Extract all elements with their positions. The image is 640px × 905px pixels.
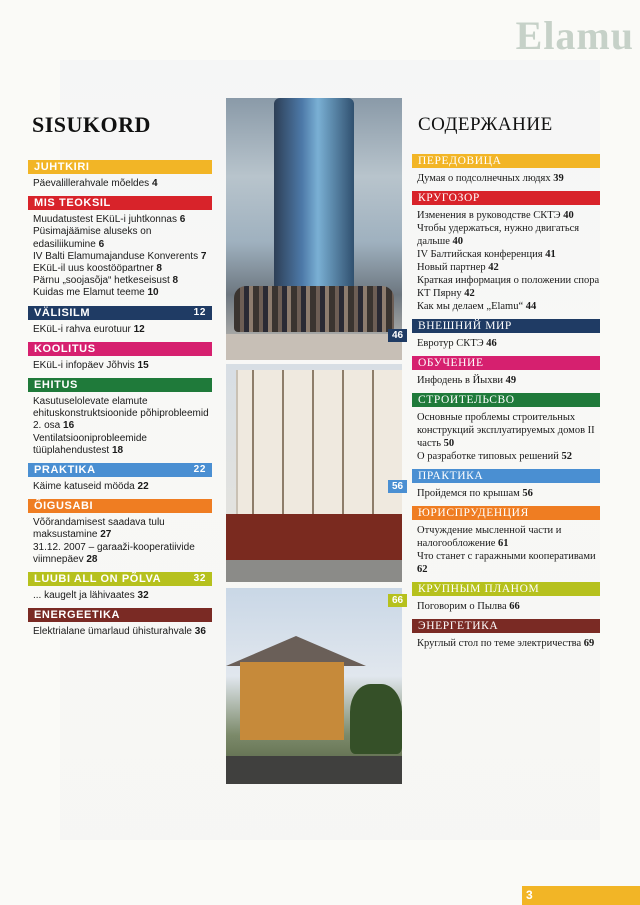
toc-entry-title: Käime katuseid mööda [33,481,135,493]
house-wall [240,662,344,740]
section-heading-text: EHITUS [34,379,78,392]
toc-entry-page: 56 [522,488,533,499]
toc-entry-title: Круглый стол по теме электричества [417,638,582,649]
toc-entry[interactable] [33,433,212,457]
section-heading [412,356,600,370]
toc-entry-title: Чтобы удержаться, нужно двигаться дальше [417,223,580,247]
toc-entry-page: 66 [509,601,520,612]
toc-entry-page: 40 [452,236,463,247]
russian-section [412,582,600,613]
toc-entry-page: 7 [200,250,207,262]
section-heading-text: KOOLITUS [34,342,96,355]
toc-entry-page: 42 [464,288,475,299]
group-of-people [234,286,394,332]
toc-entry[interactable] [417,209,600,222]
toc-entry-title: IV Balti Elamumajanduse Konverents [33,250,199,262]
toc-entry-title: Новый партнер [417,262,486,273]
toc-entry-title: Elektrialane ümarlaud ühisturahvale [33,626,192,638]
estonian-section [28,463,212,493]
section-heading-text: ENERGEETIKA [34,609,121,622]
section-heading-text: СТРОИТЕЛЬСВО [418,394,515,406]
toc-entry[interactable] [417,337,600,350]
russian-toc-column [412,154,600,656]
toc-entry[interactable] [33,626,212,638]
photo-tag-66: 66 [388,594,407,607]
road [226,756,402,784]
toc-entry-page: 36 [194,626,206,638]
russian-section [412,393,600,463]
section-heading [28,572,212,586]
toc-entry-page: 41 [545,249,556,260]
toc-entry-page: 15 [137,359,149,371]
toc-entry-title: Ventilatsiooniprobleemide tüüplahendustest [33,432,147,456]
toc-entry-page: 28 [86,553,98,565]
section-heading [28,608,212,622]
toc-entry-page: 6 [179,214,186,226]
toc-entry-page: 42 [488,262,499,273]
section-heading [412,154,600,168]
toc-entry-title: Поговорим о Пылва [417,601,507,612]
section-heading-text: VÄLISILM [34,306,91,319]
toc-entry-title: 31.12. 2007 – garaaži-kooperatiivide viimnepäev [33,541,195,565]
toc-entry[interactable] [33,275,212,287]
toc-entry[interactable] [33,214,212,226]
toc-entry-title: Püsimajäämise aluseks on edasiliikumine [33,226,152,250]
toc-entry-title: Краткая информация о положении спора КТ Пярну [417,275,600,299]
toc-entry-page: 32 [137,590,149,602]
toc-entry[interactable] [417,411,600,450]
toc-entry-title: Как мы делаем „Elamu“ [417,301,524,312]
page-number-bar [522,886,640,905]
section-heading [412,506,600,520]
toc-entry[interactable] [417,550,600,576]
toc-entry-title: EKüL-i rahva eurotuur [33,323,131,335]
russian-section [412,356,600,387]
street [226,560,402,582]
section-heading [28,160,212,174]
toc-entry-page: 22 [137,481,149,493]
section-heading-text: ПЕРЕДОВИЦА [418,155,502,167]
toc-entry[interactable] [417,300,600,313]
toc-entry-page: 6 [98,238,105,250]
building-brick-base [226,514,402,560]
toc-entry-title: IV Балтийская конференция [417,249,543,260]
toc-entry[interactable] [33,287,212,299]
toc-entry-page: 61 [498,538,509,549]
toc-entry-page: 69 [583,638,595,649]
toc-entry-title: Muudatustest EKüL-i juhtkonnas [33,214,177,226]
section-heading [28,306,212,320]
toc-entry-title: Основные проблемы строительных конструкций эксплуатируемых домов II часть [417,412,595,449]
toc-entry[interactable] [417,374,600,387]
toc-entry[interactable] [33,251,212,263]
estonian-section [28,160,212,190]
building-upper [236,370,402,530]
section-page-tag: 12 [193,306,206,318]
estonian-toc-column [28,160,212,644]
toc-entry-title: ... kaugelt ja lähivaates [33,590,135,602]
toc-entry-page: 52 [561,451,572,462]
toc-entry[interactable] [33,178,212,190]
estonian-section [28,342,212,372]
tree [350,684,402,754]
russian-toc-title: СОДЕРЖАНИЕ [418,114,553,135]
toc-entry-title: Võõrandamisest saadava tulu maksustamine [33,517,165,541]
toc-entry-title: Евротур СКТЭ [417,338,484,349]
russian-section [412,619,600,650]
toc-entry-page: 12 [133,323,145,335]
section-heading-text: LUUBI ALL ON PÕLVA [34,573,162,586]
section-heading-text: КРУГОЗОР [418,192,480,204]
floor [226,334,402,360]
photo-tag-56: 56 [388,480,407,493]
toc-entry[interactable] [33,226,212,250]
toc-entry[interactable] [417,248,600,261]
toc-entry-title: Kasutuselolevate elamute ehituskonstruktsioonide põhiprobleemid 2. osa [33,396,209,432]
toc-entry[interactable] [417,524,600,550]
section-heading [412,619,600,633]
page-number: 3 [526,888,533,902]
toc-entry-page: 8 [156,263,162,275]
section-heading [412,582,600,596]
section-heading-text: JUHTKIRI [34,161,90,173]
toc-entry[interactable] [417,261,600,274]
section-heading-text: ПРАКТИКА [418,470,484,482]
toc-entry-page: 10 [147,287,159,299]
estonian-section [28,378,212,457]
toc-entry-title: Изменения в руководстве СКТЭ [417,210,561,221]
toc-entry[interactable] [417,487,600,500]
toc-entry[interactable] [33,396,212,433]
toc-entry[interactable] [33,481,212,493]
estonian-section [28,196,212,299]
section-heading-text: ОБУЧЕНИЕ [418,357,484,369]
section-heading [412,393,600,407]
toc-entry-title: EKüL-il uus koostööpartner [33,263,154,275]
toc-entry-title: Kuidas me Elamut teeme [33,287,145,299]
estonian-section [28,499,212,566]
russian-section [412,319,600,350]
toc-entry-page: 8 [172,275,179,287]
toc-entry-title: Pärnu „soojasõja“ hetkeseisust [33,275,170,287]
toc-entry[interactable] [417,222,600,248]
toc-entry-title: О разработке типовых решений [417,451,559,462]
section-heading [412,469,600,483]
estonian-section [28,572,212,602]
toc-entry-page: 44 [525,301,537,312]
toc-entry[interactable] [33,542,212,566]
toc-entry-title: Инфодень в Йыхви [417,375,504,386]
toc-entry-page: 46 [486,338,497,349]
section-heading [412,319,600,333]
russian-section [412,506,600,576]
toc-entry-title: Что станет с гаражными кооперативами [417,551,596,562]
russian-section [412,154,600,185]
russian-section [412,469,600,500]
toc-entry-page: 4 [151,178,158,189]
section-heading [28,463,212,477]
section-heading [412,191,600,205]
section-heading [28,342,212,356]
section-heading [28,499,212,513]
estonian-toc-title: SISUKORD [32,112,151,137]
section-page-tag: 32 [193,573,206,585]
section-heading-text: ЮРИСПРУДЕНЦИЯ [418,507,529,519]
toc-entry[interactable] [33,263,212,275]
brand-logo: Elamu [515,13,634,58]
toc-entry[interactable] [33,590,212,602]
toc-entry-page: 49 [505,375,517,386]
toc-entry-page: 16 [63,420,75,432]
section-heading-text: MIS TEOKSIL [34,197,111,210]
photo-aquarium-group [226,98,402,360]
photo-tag-46: 46 [388,329,407,342]
toc-entry-page: 40 [563,210,574,221]
section-heading-text: КРУПНЫМ ПЛАНОМ [418,583,540,595]
section-heading [28,378,212,392]
toc-entry[interactable] [417,600,600,613]
toc-entry[interactable] [417,274,600,300]
estonian-section [28,306,212,336]
toc-entry-title: Думая о подсолнечных людях [417,173,551,184]
toc-entry[interactable] [33,517,212,541]
toc-entry[interactable] [33,324,212,336]
photo-wooden-house [226,588,402,784]
photo-building-facade [226,364,402,582]
section-heading-text: PRAKTIKA [34,464,96,477]
toc-entry-title: Отчуждение мысленной части и налогообложение [417,525,562,549]
toc-entry-title: Päevalillerahvale mõeldes [33,178,150,189]
toc-entry[interactable] [33,360,212,372]
section-heading-text: ВНЕШНИЙ МИР [418,320,512,332]
section-page-tag: 22 [193,464,206,476]
toc-entry-page: 18 [111,444,124,456]
estonian-section [28,608,212,638]
toc-entry[interactable] [417,172,600,185]
toc-entry-title: Пройдемся по крышам [417,488,520,499]
section-heading-text: ЭНЕРГЕТИКА [418,620,499,632]
section-heading-text: ÕIGUSABI [34,500,94,513]
russian-section [412,191,600,313]
toc-entry[interactable] [417,637,600,650]
toc-entry-page: 50 [443,438,455,449]
toc-entry-page: 62 [417,564,428,575]
toc-entry-page: 27 [100,529,112,541]
toc-entry[interactable] [417,450,600,463]
toc-entry-title: EKüL-i infopäev Jõhvis [33,359,135,371]
toc-entry-page: 39 [553,173,564,184]
section-heading [28,196,212,210]
